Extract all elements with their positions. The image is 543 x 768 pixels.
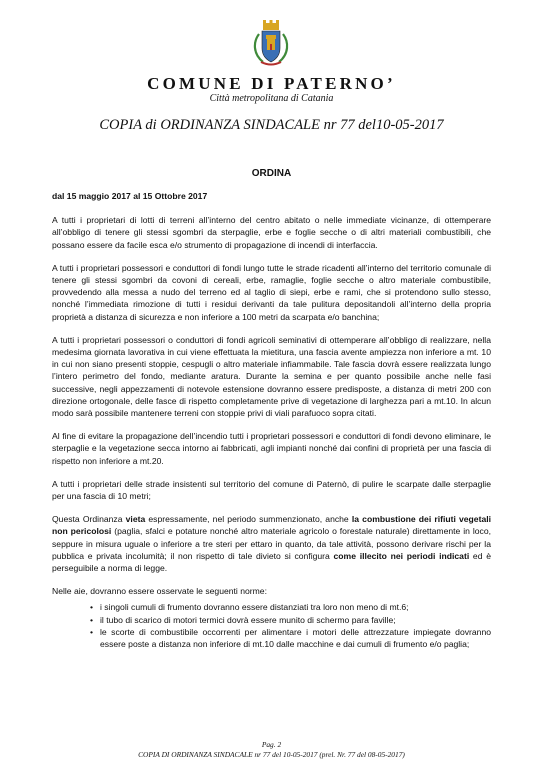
list-item-text: i singoli cumuli di frumento dovranno essere distanziati tra loro non meno di mt.6; [100,602,409,613]
p6-text-2: espressamente, nel periodo summenzionato, anche [145,514,352,525]
list-item [92,626,491,650]
footer-reference: COPIA DI ORDINANZA SINDACALE nr 77 del 10-05-2017 (prel. Nr. 77 del 08-05-2017) [138,750,405,759]
list-item [92,614,491,626]
paragraph-2: A tutti i proprietari possessori e conduttori di fondi lungo tutte le strade ricadenti all’interno del territorio comunale di tenere gli stessi sgombri da covoni di cereali, erbe, ramaglie, foglie secche o altro materiale combustibile, provvedendo alla messa a nudo del terreno ed al taglio di siepi, erbe e rami, che si protendono sullo stesso, nonché l’immediata rimozione di tutti i residui derivanti da tale pulitura depositandoli all’interno della propria proprietà a distanza di sicurezza e non inferiore a 100 metri da scarpata e/o banchina; [52,262,491,322]
paragraph-5: A tutti i proprietari delle strade insistenti sul territorio del comune di Paternò, di pulire le scarpate dalle sterpaglie per una fascia di 10 metri; [52,478,491,502]
list-item-text: il tubo di scarico di motori termici dovrà essere munito di schermo para faville; [100,614,396,625]
bullet-icon: • [90,626,94,637]
norme-list [52,601,491,650]
date-range: dal 15 maggio 2017 al 15 Ottobre 2017 [52,191,208,201]
page-number: Pag. 2 [261,740,282,749]
norme-intro: Nelle aie, dovranno essere osservate le seguenti norme: [52,586,267,597]
ordina-heading: ORDINA [251,168,292,179]
p6-bold-1: vieta [125,514,146,525]
p6-bold-3: come illecito nei periodi indicati [333,550,470,561]
paragraph-4: Al fine di evitare la propagazione dell’incendio tutti i proprietari possessori e conduttori di fondi devono eliminare, le sterpaglie e la vegetazione secca intorno ai fabbricati, agli impianti nonché dai confini di proprietà per una fascia di rispetto non inferiore a mt.20. [52,431,491,466]
municipal-crest-icon [251,20,291,68]
paragraph-6 [52,513,491,574]
bullet-icon: • [90,602,94,613]
p6-bold-2: la combustione dei rifiuti vegetali non pericolosi [52,514,491,537]
p6-text-3: (paglia, sfalci e potature nonché altro materiale agricolo o forestale naturale) direttamente in loco, seppure in misura uguale o inferiore a tre steri per ettaro in quanto, da tale attività, possono derivare rischi per la pubblica e privata incolumità; il non rispetto di tale divieto si configura [52,526,492,561]
list-item [92,601,491,613]
bullet-icon: • [90,614,94,625]
ordinance-title: COPIA di ORDINANZA SINDACALE nr 77 del10-05-2017 [99,117,444,133]
metro-subtitle: Città metropolitana di Catania [209,93,334,104]
p6-text-1: Questa Ordinanza [52,514,126,525]
comune-title: COMUNE DI PATERNO’ [147,74,396,93]
paragraph-1: A tutti i proprietari di lotti di terreni all’interno del centro abitato o nelle immediate vicinanze, di ottemperare all’obbligo di tenere gli stessi sgombri da sterpaglie, erbe e foglie secche o di altri materiali combustibili, che possano essere da facile esca e/o strumento di propagazione di incendi di interfaccia. [52,215,491,250]
paragraph-3: A tutti i proprietari possessori o conduttori di fondi agricoli seminativi di ottemperare all’obbligo di realizzare, nella medesima giornata lavorativa in cui viene effettuata la mietitura, una fascia avente ampiezza non inferiore a mt. 10 in cui non siano presenti stoppie, cespugli o altro materiale infiammabile. Tale fascia dovrà essere realizzata lungo l’intero perimetro del fondo, mediante aratura. Durante la semina e per quanto possibile anche nelle fasi successive, negli appezzamenti di notevole estensione dovranno essere predisposte, a distanza di metri 200 con direzione ortogonale, delle fasce di rispetto completamente prive di vegetazione di larghezza pari a mt.10. In alcun modo sarà possibile mantenere terreni con stoppie privi di viali parafuoco sopra citati. [52,334,491,419]
document-body [52,190,491,650]
p6-text-4: ed è perseguibile a norma di legge. [52,550,491,574]
list-item-text: le scorte di combustibile occorrenti per alimentare i motori delle attrezzature impiegate dovranno essere poste a distanza non inferiore di mt.10 dalle macchine e dai cumuli di frumento e/o paglia; [100,626,491,650]
